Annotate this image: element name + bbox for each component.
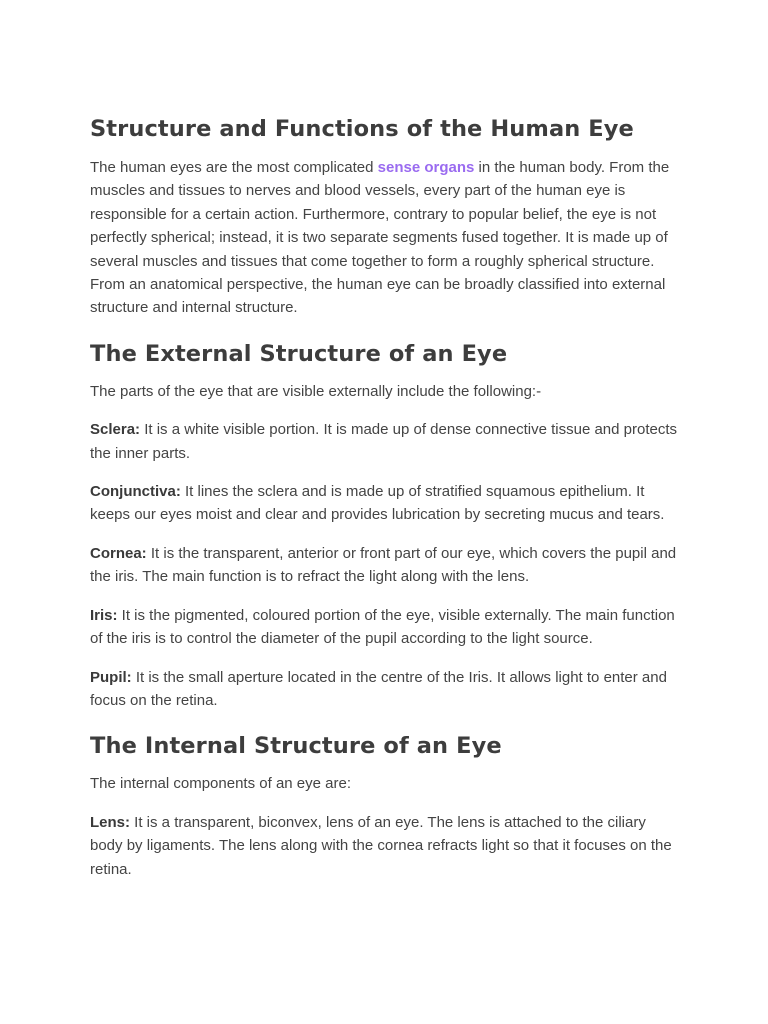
iris-term: Iris: — [90, 606, 118, 624]
iris-paragraph — [90, 604, 680, 651]
external-structure-lead: The parts of the eye that are visible externally include the following:- — [90, 382, 542, 400]
lens-description: It is a transparent, biconvex, lens of an eye. The lens is attached to the ciliary body by ligaments. The lens along with the cornea refracts light so that it focuses on the retina. — [90, 813, 672, 878]
intro-text-after-link: in the human body. From the muscles and tissues to nerves and blood vessels, every part of the human eye is responsible for a certain action. Furthermore, contrary to popular belief, the eye is not perfectly spherical; instead, it is two separate segments fused together. It is made up of several muscles and tissues that come together to form a roughly spherical structure. From an anatomical perspective, the human eye can be broadly classified into external structure and internal structure. — [90, 159, 670, 317]
intro-paragraph — [90, 156, 680, 320]
cornea-description: It is the transparent, anterior or front part of our eye, which covers the pupil and the iris. The main function is to refract the light along with the lens. — [90, 544, 677, 586]
sclera-paragraph — [90, 418, 680, 465]
internal-structure-heading: The Internal Structure of an Eye — [90, 733, 502, 760]
lens-term: Lens: — [90, 813, 131, 831]
sclera-term: Sclera: — [90, 421, 141, 439]
lens-paragraph — [90, 811, 680, 881]
article — [90, 110, 680, 896]
conjunctiva-description: It lines the sclera and is made up of stratified squamous epithelium. It keeps our eyes moist and clear and provides lubrication by secreting mucus and tears. — [90, 483, 665, 524]
pupil-term: Pupil: — [90, 668, 132, 686]
sense-organs-link[interactable]: sense organs — [377, 159, 475, 176]
cornea-term: Cornea: — [90, 544, 147, 562]
page-title: Structure and Functions of the Human Eye — [90, 116, 634, 142]
cornea-paragraph — [90, 542, 680, 589]
pupil-description: It is the small aperture located in the centre of the Iris. It allows light to enter and focus on the retina. — [90, 668, 667, 709]
pupil-paragraph — [90, 666, 680, 713]
sclera-description: It is a white visible portion. It is made up of dense connective tissue and protects the inner parts. — [90, 421, 677, 462]
internal-structure-lead: The internal components of an eye are: — [90, 775, 351, 793]
intro-text-before-link: The human eyes are the most complicated — [90, 159, 378, 176]
conjunctiva-term: Conjunctiva: — [90, 483, 181, 501]
iris-description: It is the pigmented, coloured portion of the eye, visible externally. The main function of the iris is to control the diameter of the pupil according to the light source. — [90, 606, 675, 648]
external-structure-heading: The External Structure of an Eye — [90, 340, 508, 367]
conjunctiva-paragraph — [90, 480, 680, 527]
